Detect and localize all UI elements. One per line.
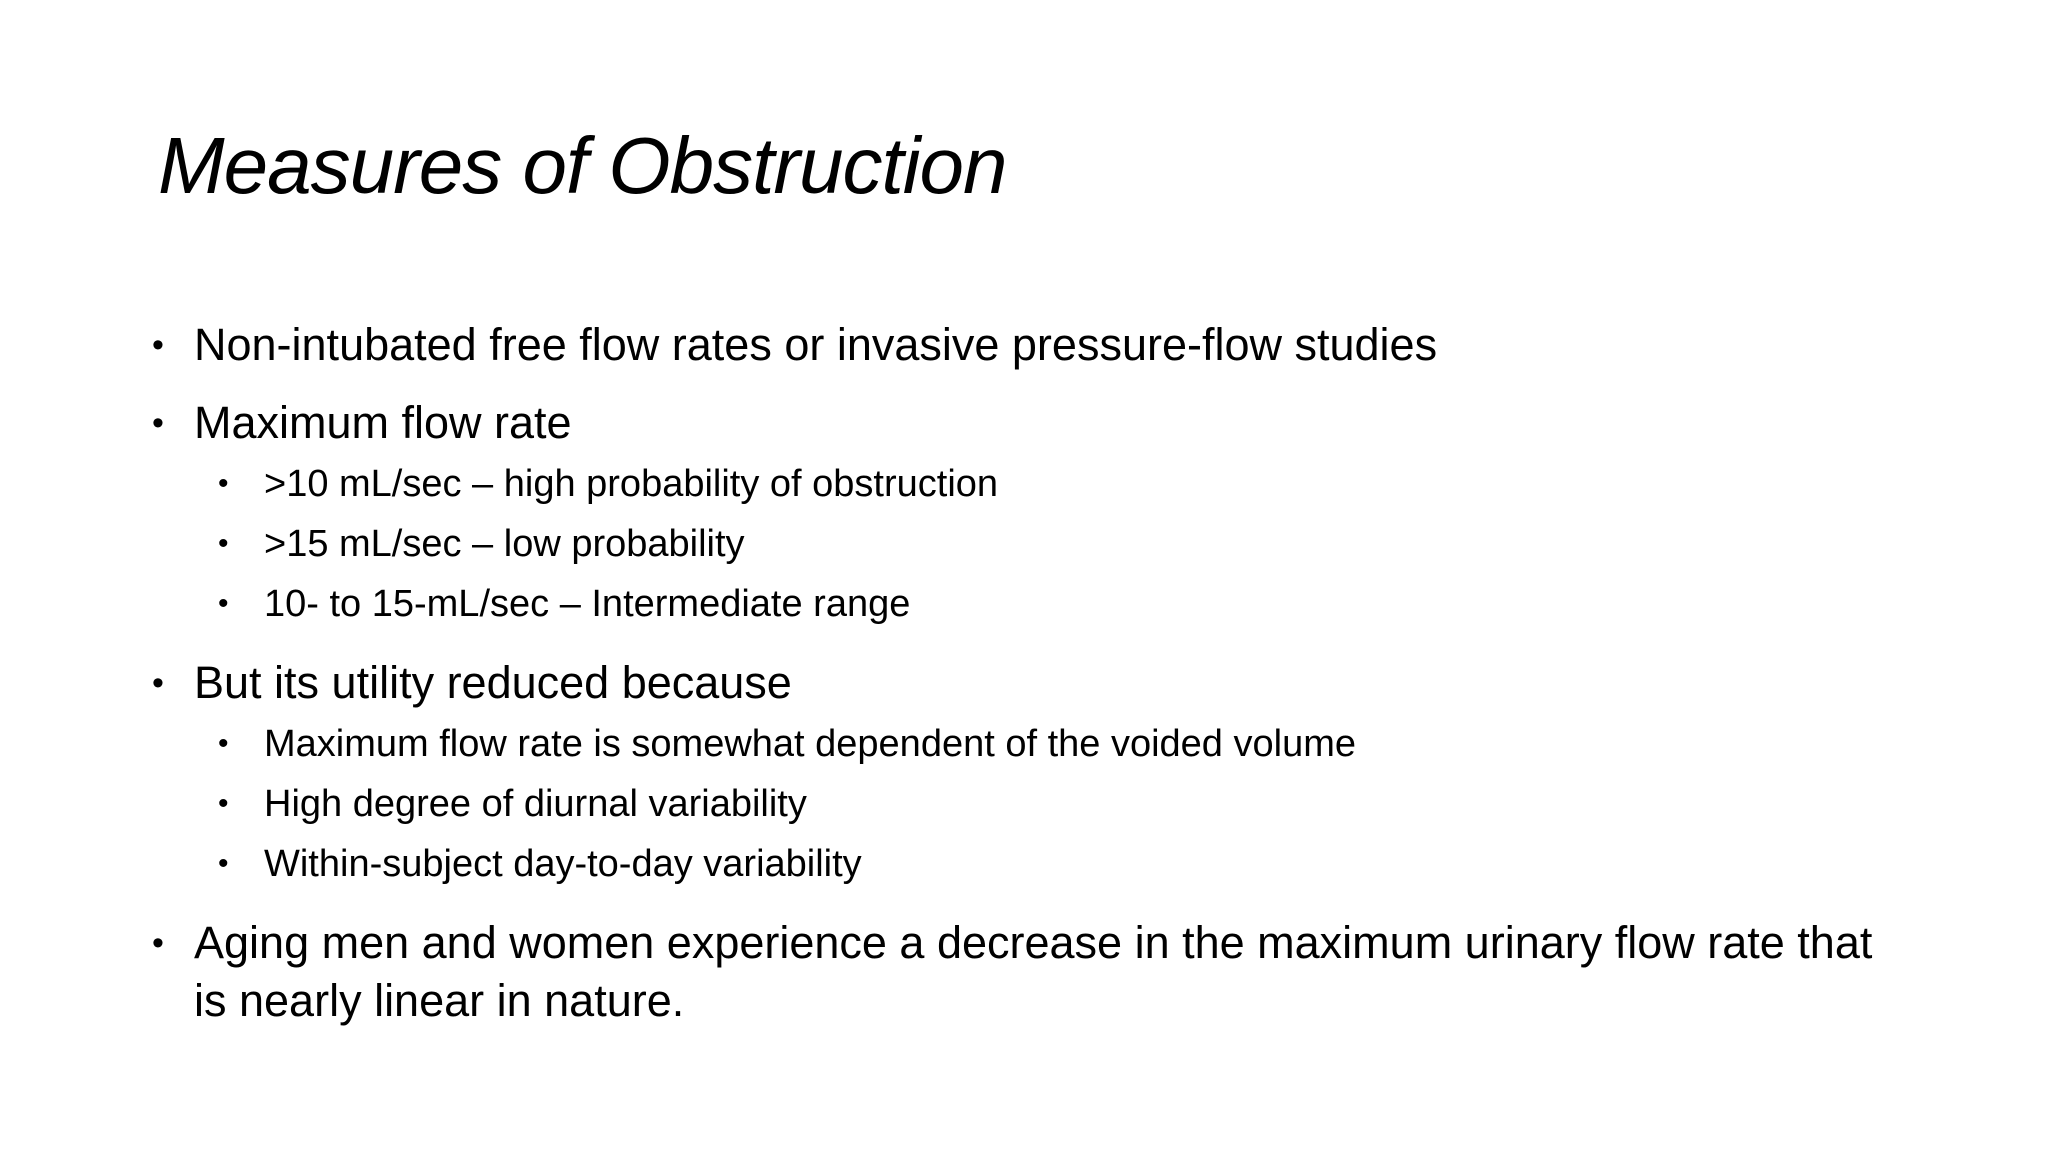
bullet-item (152, 316, 1912, 374)
sub-bullet-item (194, 774, 1912, 834)
bullet-icon: • (218, 527, 229, 560)
bullet-text: Aging men and women experience a decrease in the maximum urinary flow rate that is nearly linear in nature. (194, 917, 1873, 1026)
slide-title: Measures of Obstruction (158, 121, 1007, 210)
bullet-icon: • (218, 467, 229, 500)
bullet-text: Maximum flow rate (194, 397, 572, 448)
sub-bullet-item (194, 574, 1912, 634)
sub-bullet-item (194, 834, 1912, 894)
sub-bullet-text: >10 mL/sec – high probability of obstruction (264, 463, 999, 505)
bullet-text: But its utility reduced because (194, 657, 792, 708)
bullet-icon: • (218, 727, 229, 760)
sub-bullet-text: 10- to 15-mL/sec – Intermediate range (264, 583, 911, 625)
sub-bullet-list (194, 454, 1912, 634)
sub-bullet-text: Within-subject day-to-day variability (264, 843, 862, 885)
bullet-text: Non-intubated free flow rates or invasive pressure-flow studies (194, 319, 1438, 370)
sub-bullet-list (194, 714, 1912, 894)
sub-bullet-text: >15 mL/sec – low probability (264, 523, 745, 565)
bullet-item (152, 654, 1912, 894)
bullet-icon: • (218, 587, 229, 620)
bullet-item (152, 914, 1912, 1030)
bullet-icon: • (152, 924, 164, 962)
sub-bullet-text: High degree of diurnal variability (264, 783, 807, 825)
bullet-icon: • (152, 664, 164, 702)
bullet-list (152, 316, 1912, 1050)
sub-bullet-item (194, 454, 1912, 514)
sub-bullet-text: Maximum flow rate is somewhat dependent of the voided volume (264, 723, 1356, 765)
bullet-icon: • (152, 326, 164, 364)
bullet-icon: • (218, 787, 229, 820)
bullet-icon: • (152, 404, 164, 442)
sub-bullet-item (194, 714, 1912, 774)
bullet-icon: • (218, 847, 229, 880)
bullet-item (152, 394, 1912, 634)
sub-bullet-item (194, 514, 1912, 574)
